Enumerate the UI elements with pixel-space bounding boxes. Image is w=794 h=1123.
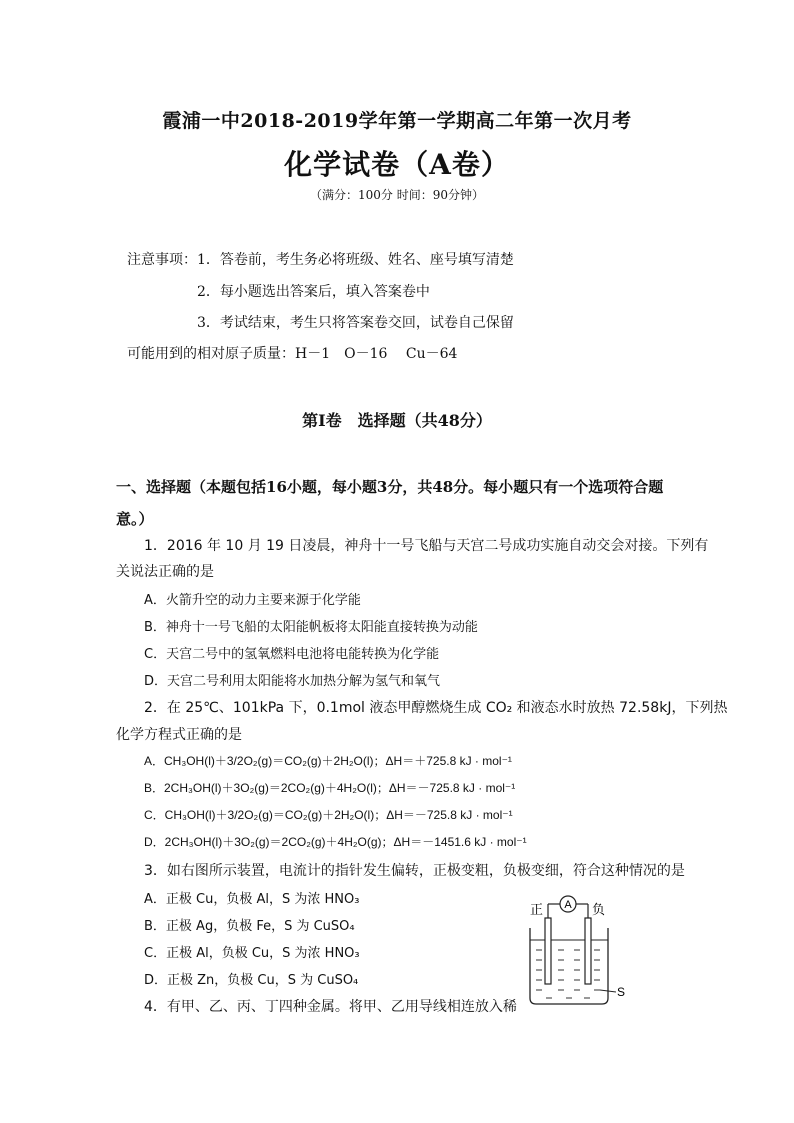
section-title: 第Ⅰ卷 选择题（共48分） bbox=[302, 411, 492, 430]
ammeter-label: A bbox=[564, 899, 572, 911]
negative-electrode bbox=[585, 918, 591, 984]
q2-stem-line2: 化学方程式正确的是 bbox=[116, 727, 242, 743]
notes-item-2: 2．每小题选出答案后，填入答案卷中 bbox=[197, 284, 430, 300]
q3-option-a: A．正极 Cu，负极 Al，S 为浓 HNO₃ bbox=[144, 892, 360, 907]
part-heading-line2: 意。） bbox=[116, 510, 154, 528]
q2-option-b: B．2CH₃OH(l)＋3O₂(g)＝2CO₂(g)＋4H₂O(l)；ΔH＝－725.8 kJ · mol⁻¹ bbox=[144, 781, 516, 795]
beaker bbox=[530, 928, 608, 1004]
notes-item-1: 1．答卷前，考生务必将班级、姓名、座号填写清楚 bbox=[197, 252, 514, 268]
positive-label: 正 bbox=[530, 903, 544, 918]
exam-school-title: 霞浦一中2018-2019学年第一学期高二年第一次月考 bbox=[162, 110, 632, 132]
exam-score-time: （满分：100分 时间：90分钟） bbox=[310, 188, 484, 202]
q1-option-b: B．神舟十一号飞船的太阳能帆板将太阳能直接转换为动能 bbox=[144, 620, 478, 635]
q2-stem-line1: 2．在 25℃、101kPa 下，0.1mol 液态甲醇燃烧生成 CO₂ 和液态水时放热 72.58kJ，下列热 bbox=[144, 700, 728, 716]
q2-option-c: C．CH₃OH(l)＋3/2O₂(g)＝CO₂(g)＋2H₂O(l)；ΔH＝－725.8 kJ · mol⁻¹ bbox=[144, 808, 513, 822]
q3-stem: 3．如右图所示装置，电流计的指针发生偏转，正极变粗，负极变细，符合这种情况的是 bbox=[144, 863, 685, 879]
part-heading-line1: 一、选择题（本题包括16小题，每小题3分，共48分。每小题只有一个选项符合题 bbox=[116, 478, 664, 496]
exam-paper-title: 化学试卷（A卷） bbox=[284, 148, 510, 181]
galvanic-cell-figure bbox=[520, 888, 640, 1013]
q1-option-a: A．火箭升空的动力主要来源于化学能 bbox=[144, 593, 361, 608]
q4-stem-line1: 4．有甲、乙、丙、丁四种金属。将甲、乙用导线相连放入稀 bbox=[144, 999, 517, 1015]
solution-label: S bbox=[617, 985, 626, 999]
notes-label: 注意事项： bbox=[127, 252, 197, 268]
negative-label: 负 bbox=[592, 903, 606, 918]
q3-option-b: B．正极 Ag，负极 Fe，S 为 CuSO₄ bbox=[144, 919, 355, 934]
q1-option-d: D．天宫二号利用太阳能将水加热分解为氢气和氧气 bbox=[144, 674, 441, 689]
q3-option-c: C．正极 Al，负极 Cu，S 为浓 HNO₃ bbox=[144, 946, 360, 961]
q1-stem-line1: 1．2016 年 10 月 19 日凌晨，神舟十一号飞船与天宫二号成功实施自动交会对接。下列有 bbox=[144, 538, 709, 554]
notes-item-3: 3．考试结束，考生只将答案卷交回，试卷自己保留 bbox=[197, 315, 514, 331]
notes-line1 bbox=[127, 249, 514, 269]
q1-option-c: C．天宫二号中的氢氧燃料电池将电能转换为化学能 bbox=[144, 647, 440, 662]
q2-option-d: D．2CH₃OH(l)＋3O₂(g)＝2CO₂(g)＋4H₂O(g)；ΔH＝－1451.6 kJ · mol⁻¹ bbox=[144, 835, 527, 849]
q1-stem-line2: 关说法正确的是 bbox=[116, 564, 214, 580]
q2-option-a: A．CH₃OH(l)＋3/2O₂(g)＝CO₂(g)＋2H₂O(l)；ΔH＝＋725.8 kJ · mol⁻¹ bbox=[144, 754, 512, 768]
atomic-masses: 可能用到的相对原子质量：H－1 O－16 Cu－64 bbox=[127, 346, 458, 362]
positive-electrode bbox=[545, 918, 551, 984]
q3-option-d: D．正极 Zn，负极 Cu，S 为 CuSO₄ bbox=[144, 973, 359, 988]
